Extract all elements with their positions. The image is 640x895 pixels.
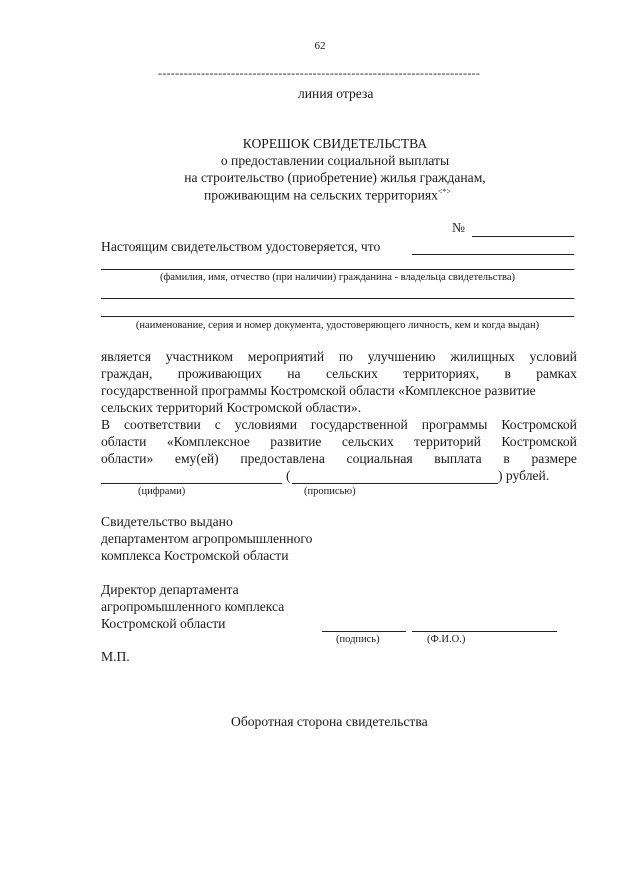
title-line-2: о предоставлении социальной выплаты: [220, 153, 450, 168]
signature-line: [322, 631, 406, 632]
director-line-3: Костромской области: [101, 616, 226, 631]
paragraph-1-line-4: сельских территорий Костромской области».: [101, 400, 362, 415]
issued-line-1: Свидетельство выдано: [101, 514, 233, 529]
issued-line-2: департаментом агропромышленного: [101, 531, 313, 546]
document-title: КОРЕШОК СВИДЕТЕЛЬСТВА: [242, 136, 428, 151]
reverse-side-heading: Оборотная сторона свидетельства: [231, 714, 428, 729]
amount-digits-line: [101, 483, 282, 484]
director-line-1: Директор департамента: [101, 582, 239, 597]
amount-rubles: ) рублей.: [498, 468, 550, 483]
paragraph-1-line-3: государственной программы Костромской области «Комплексное развитие: [101, 383, 536, 398]
number-field-line: [472, 236, 574, 237]
document-line-1: [101, 298, 574, 299]
cut-line-label: линия отреза: [298, 86, 374, 101]
digits-caption: (цифрами): [138, 486, 186, 497]
paragraph-2-line-3: области» ему(ей) предоставлена социальная выплата в размере: [101, 451, 577, 466]
paragraph-1-line-1: является участником мероприятий по улучшению жилищных условий: [101, 349, 577, 364]
paragraph-1-line-2: граждан, проживающих на сельских территориях, в рамках: [101, 366, 577, 381]
cut-line: ---------------------------------------------------------------------------: [158, 66, 481, 80]
holder-caption: (фамилия, имя, отчество (при наличии) гражданина - владельца свидетельства): [159, 272, 516, 283]
amount-words-line: [292, 483, 498, 484]
title-line-3: на строительство (приобретение) жилья гражданам,: [184, 170, 486, 185]
holder-name-line-2: [101, 269, 574, 270]
footnote-mark: <*>: [437, 187, 451, 196]
document-caption: (наименование, серия и номер документа, удостоверяющего личность, кем и когда выдан): [135, 320, 540, 331]
certify-text: Настоящим свидетельством удостоверяется, что: [101, 239, 381, 254]
words-caption: (прописью): [304, 486, 356, 497]
number-label: №: [452, 220, 465, 235]
holder-name-line-1: [412, 254, 574, 255]
document-line-2: [101, 316, 574, 317]
page-number: 62: [314, 40, 326, 52]
amount-open-paren: (: [286, 468, 291, 483]
name-caption: (Ф.И.О.): [427, 634, 466, 645]
paragraph-2-line-1: В соответствии с условиями государственной программы Костромской: [101, 417, 577, 432]
title-line-4: проживающим на сельских территориях<*>: [204, 187, 451, 203]
stamp-place: М.П.: [101, 649, 130, 664]
name-line: [412, 631, 557, 632]
signature-caption: (подпись): [336, 634, 380, 645]
paragraph-2-line-2: области «Комплексное развитие сельских территорий Костромской: [101, 434, 577, 449]
director-line-2: агропромышленного комплекса: [101, 599, 285, 614]
issued-line-3: комплекса Костромской области: [101, 548, 289, 563]
